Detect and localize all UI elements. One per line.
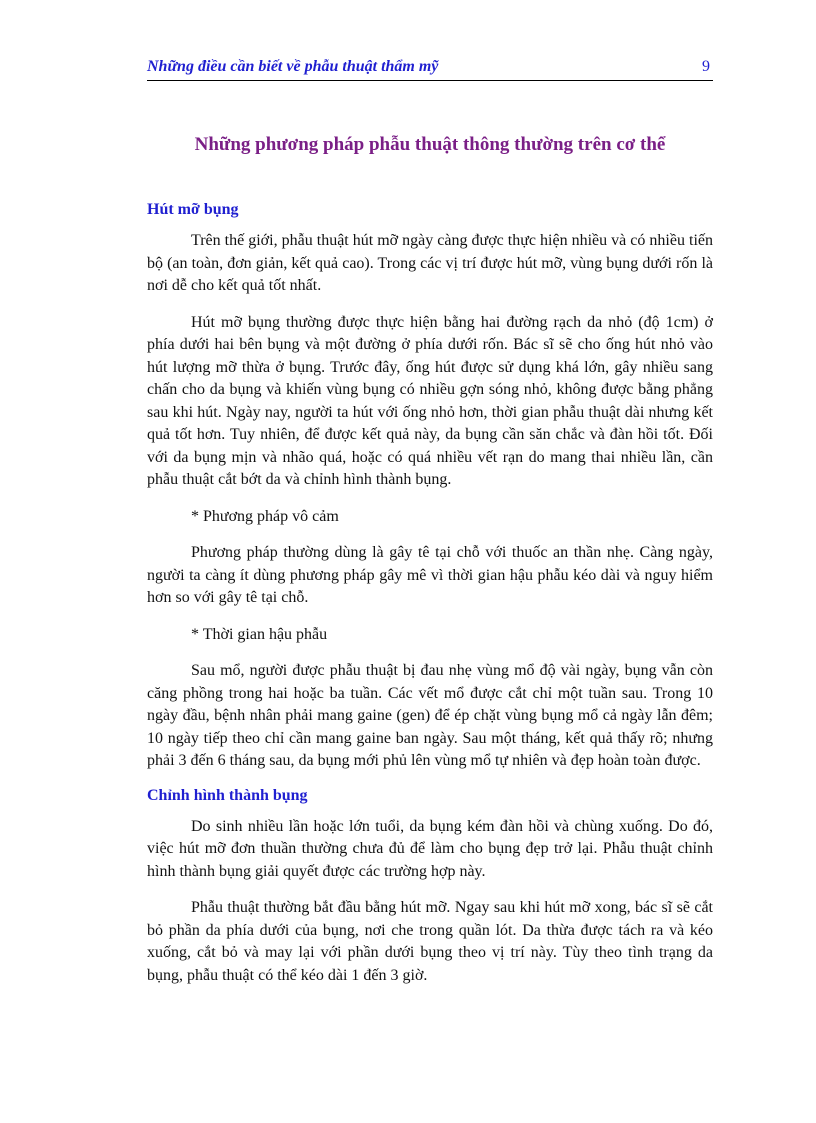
page-number: 9 bbox=[702, 58, 710, 75]
running-title: Những điều cần biết về phẫu thuật thẩm mỹ bbox=[147, 58, 439, 75]
paragraph: Do sinh nhiều lần hoặc lớn tuổi, da bụng kém đàn hồi và chùng xuống. Do đó, việc hút mỡ đơn thuần thường chưa đủ để làm cho bụng đẹp trở lại. Phẫu thuật chỉnh hình thành bụng giải quyết được các trường hợp này. bbox=[147, 817, 713, 880]
running-header bbox=[147, 58, 713, 81]
subheading-phuong-phap-vo-cam: * Phương pháp vô cảm bbox=[191, 507, 339, 525]
paragraph: Hút mỡ bụng thường được thực hiện bằng hai đường rạch da nhỏ (độ 1cm) ở phía dưới hai bên bụng và một đường ở phía dưới rốn. Bác sĩ sẽ cho ống hút nhỏ vào hút lượng mỡ thừa ở bụng. Trước đây, ống hút được sử dụng khá lớn, gây nhiều sang chấn cho da bụng và khiến vùng bụng có nhiều gợn sóng nhỏ, không được bằng phẳng sau khi hút. Ngày nay, người ta hút với ống nhỏ hơn, thời gian phẫu thuật dài nhưng kết quả tốt hơn. Tuy nhiên, để được kết quả này, da bụng cần săn chắc và đàn hồi tốt. Đối với da bụng mịn và nhão quá, hoặc có quá nhiều vết rạn do mang thai nhiều lần, cần phẫu thuật cắt bớt da và chỉnh hình thành bụng. bbox=[147, 313, 713, 488]
subheading-thoi-gian-hau-phau: * Thời gian hậu phẫu bbox=[191, 625, 328, 643]
paragraph: Sau mổ, người được phẫu thuật bị đau nhẹ vùng mổ độ vài ngày, bụng vẫn còn căng phồng trong hai hoặc ba tuần. Các vết mổ được cắt chỉ một tuần sau. Trong 10 ngày đầu, bệnh nhân phải mang gaine (gen) để ép chặt vùng bụng mổ cả ngày lẫn đêm; 10 ngày tiếp theo chỉ cần mang gaine ban ngày. Sau một tháng, kết quả thấy rõ; nhưng phải 3 đến 6 tháng sau, da bụng mới phủ lên vùng mổ tự nhiên và đẹp hoàn toàn được. bbox=[147, 662, 713, 769]
paragraph: Phẫu thuật thường bắt đầu bằng hút mỡ. Ngay sau khi hút mỡ xong, bác sĩ sẽ cắt bỏ phần da phía dưới của bụng, nơi che trong quần lót. Da thừa được tách ra và kéo xuống, cắt bỏ và may lại với phần dưới bụng theo vị trí này. Tùy theo tình trạng da bụng, phẫu thuật có thể kéo dài 1 đến 3 giờ. bbox=[147, 899, 713, 984]
page-content bbox=[147, 200, 713, 987]
paragraph: Trên thế giới, phẫu thuật hút mỡ ngày càng được thực hiện nhiều và có nhiều tiến bộ (an toàn, đơn giản, kết quả cao). Trong các vị trí được hút mỡ, vùng bụng dưới rốn là nơi dễ cho kết quả tốt nhất. bbox=[147, 232, 713, 294]
section-heading-chinh-hinh-thanh-bung: Chỉnh hình thành bụng bbox=[147, 786, 308, 804]
section-heading-hut-mo-bung: Hút mỡ bụng bbox=[147, 201, 239, 218]
chapter-title: Những phương pháp phẫu thuật thông thường trên cơ thể bbox=[194, 134, 666, 155]
paragraph: Phương pháp thường dùng là gây tê tại chỗ với thuốc an thần nhẹ. Càng ngày, người ta càng ít dùng phương pháp gây mê vì thời gian hậu phẫu kéo dài và nguy hiểm hơn so với gây tê tại chỗ. bbox=[147, 544, 713, 606]
